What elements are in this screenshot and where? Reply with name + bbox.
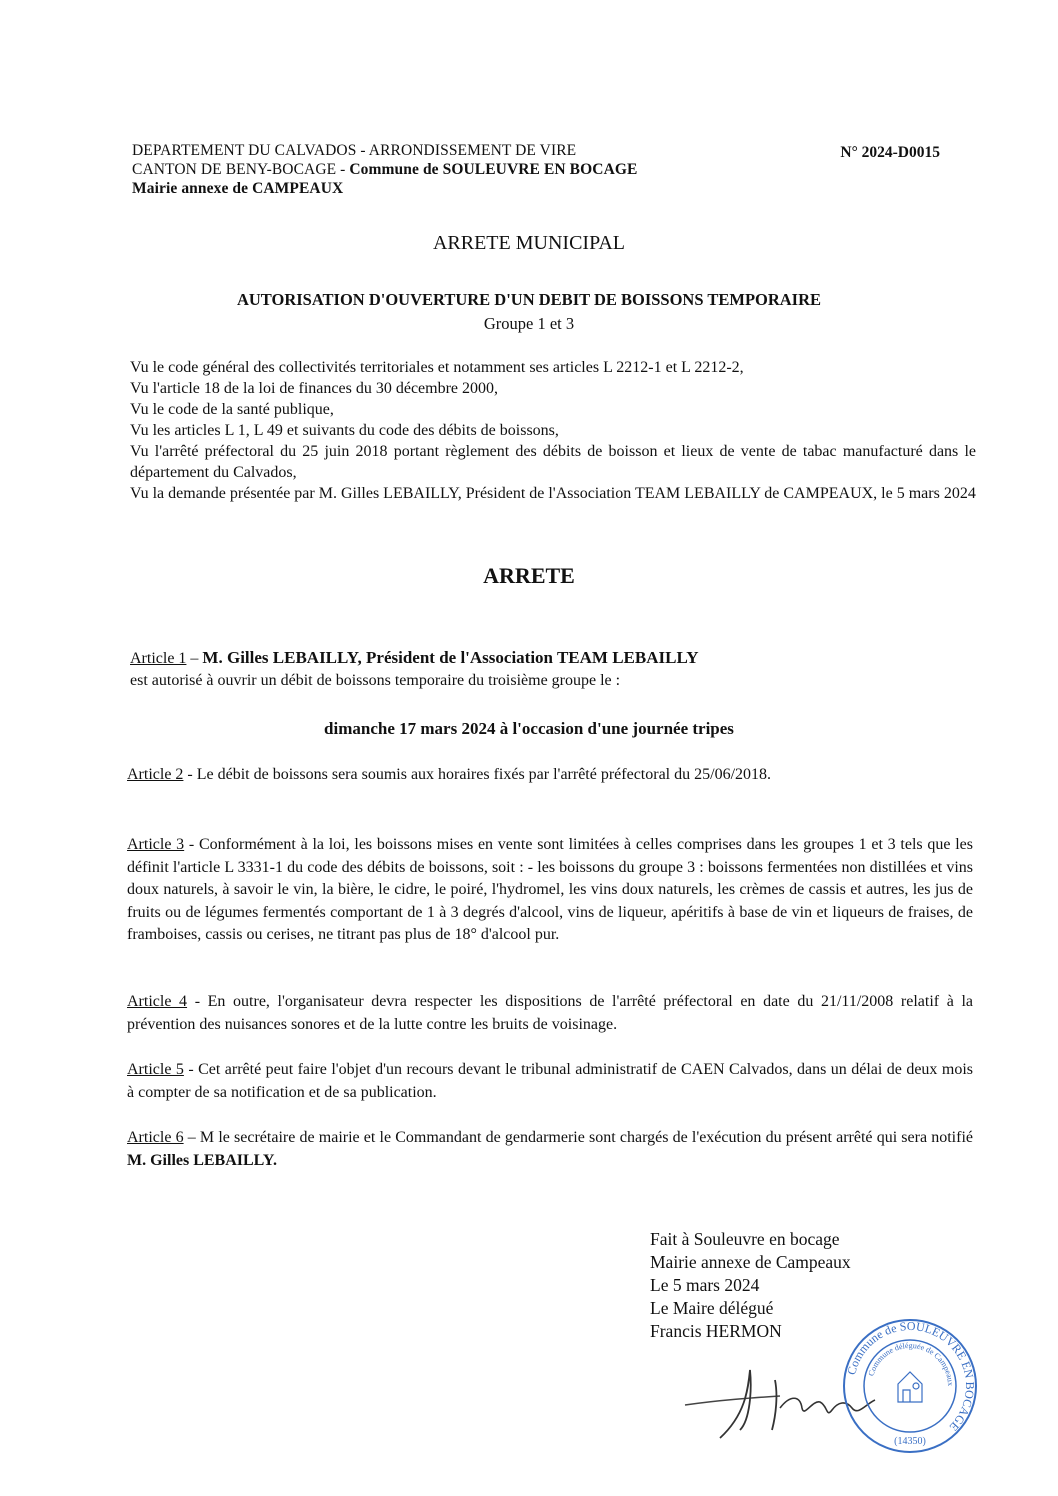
event-date: dimanche 17 mars 2024 à l'occasion d'une journée tripes <box>324 719 734 738</box>
consideration-item: Vu l'arrêté préfectoral du 25 juin 2018 portant règlement des débits de boisson et lieux de vente de tabac manufacturé dans le département du Calvados, <box>130 443 976 481</box>
document-subtitle: AUTORISATION D'OUVERTURE D'UN DEBIT DE BOISSONS TEMPORAIRE <box>236 290 822 309</box>
consideration-item: Vu le code général des collectivités territoriales et notamment ses articles L 2212-1 et L 2212-2, <box>130 359 744 376</box>
signature-place: Fait à Souleuvre en bocage <box>650 1229 840 1249</box>
header-commune: Commune de SOULEUVRE EN BOCAGE <box>349 161 638 178</box>
consideration-item: Vu les articles L 1, L 49 et suivants du code des débits de boissons, <box>130 422 559 439</box>
article-3: Article 3 - Conformément à la loi, les boissons mises en vente sont limitées à celles comprises dans les groupes 1 et 3 tels que les définit l'article L 3331-1 du code des débits de boissons, soit : - les boissons du groupe 3 : boissons fermentées non distillées et vins doux naturels, à savoir le vin, la bière, le cidre, le poiré, l'hydromel, les vins doux naturels, les crèmes de cassis et autres, les jus de fruits ou de légumes fermentés comportant de 1 à 3 degrés d'alcool, vins de liqueur, apéritifs à base de vin et liqueurs de fraises, de framboises, cassis ou cerises, ne titrant pas plus de 18° d'alcool pur. <box>127 836 974 943</box>
header-canton: CANTON DE BENY-BOCAGE - Commune de SOULEUVRE EN BOCAGE <box>132 161 638 178</box>
stamp-inner-text: Commune déléguée de Campeaux <box>866 1340 956 1387</box>
article-3-label: Article 3 <box>127 836 185 853</box>
stamp-code: (14350) <box>894 1436 926 1447</box>
consideration-item: Vu le code de la santé publique, <box>130 401 334 418</box>
signature-date: Le 5 mars 2024 <box>650 1275 760 1295</box>
document-title: ARRETE MUNICIPAL <box>432 232 626 254</box>
article-6-label: Article 6 <box>127 1129 184 1146</box>
document-group: Groupe 1 et 3 <box>483 314 575 333</box>
article-2: Article 2 - Le débit de boissons sera soumis aux horaires fixés par l'arrêté préfectoral du 25/06/2018. <box>127 766 772 783</box>
article-1: Article 1 – M. Gilles LEBAILLY, Président de l'Association TEAM LEBAILLY est autorisé à ouvrir un débit de boissons temporaire du troisième groupe le : <box>130 647 976 692</box>
article-1-beneficiary: M. Gilles LEBAILLY, Président de l'Association TEAM LEBAILLY <box>202 648 699 667</box>
signature-mairie: Mairie annexe de Campeaux <box>650 1252 851 1272</box>
article-4: Article 4 - En outre, l'organisateur devra respecter les dispositions de l'arrêté préfectoral en date du 21/11/2008 relatif à la prévention des nuisances sonores et de la lutte contre les bruits de voisinage. <box>127 993 974 1033</box>
decision-heading: ARRETE <box>483 563 575 588</box>
considerations-list <box>130 357 976 504</box>
signature-role: Le Maire délégué <box>650 1298 774 1318</box>
signature-name: Francis HERMON <box>650 1321 782 1341</box>
svg-text:Commune déléguée de Campeaux <box>866 1341 955 1386</box>
article-6: Article 6 – M le secrétaire de mairie et le Commandant de gendarmerie sont chargés de l'exécution du présent arrêté qui sera notifié M. Gilles LEBAILLY. <box>127 1129 974 1169</box>
consideration-item: Vu l'article 18 de la loi de finances du 30 décembre 2000, <box>130 380 499 397</box>
stamp-outer-text: Commune de SOULEUVRE EN BOCAGE <box>844 1318 978 1434</box>
signature-block <box>650 1228 851 1343</box>
article-1-label: Article 1 <box>130 650 187 667</box>
article-4-label: Article 4 <box>127 993 188 1010</box>
header-department: DEPARTEMENT DU CALVADOS - ARRONDISSEMENT DE VIRE <box>132 142 577 159</box>
official-stamp <box>840 1316 980 1456</box>
article-5: Article 5 - Cet arrêté peut faire l'objet d'un recours devant le tribunal administratif de CAEN Calvados, dans un délai de deux mois à compter de sa notification et de sa publication. <box>127 1061 973 1101</box>
decree-number: N° 2024-D0015 <box>840 144 940 161</box>
article-6-notified: M. Gilles LEBAILLY. <box>127 1151 277 1169</box>
header-mairie: Mairie annexe de CAMPEAUX <box>132 180 344 197</box>
svg-text:Commune de SOULEUVRE EN BOCAGE <box>844 1319 977 1434</box>
article-1-text: est autorisé à ouvrir un débit de boissons temporaire du troisième groupe le : <box>130 672 621 689</box>
document-header <box>132 141 637 198</box>
article-2-label: Article 2 <box>127 766 184 783</box>
consideration-item: Vu la demande présentée par M. Gilles LEBAILLY, Président de l'Association TEAM LEBAILLY de CAMPEAUX, le 5 mars 2024 <box>130 485 976 502</box>
article-5-label: Article 5 <box>127 1061 184 1078</box>
